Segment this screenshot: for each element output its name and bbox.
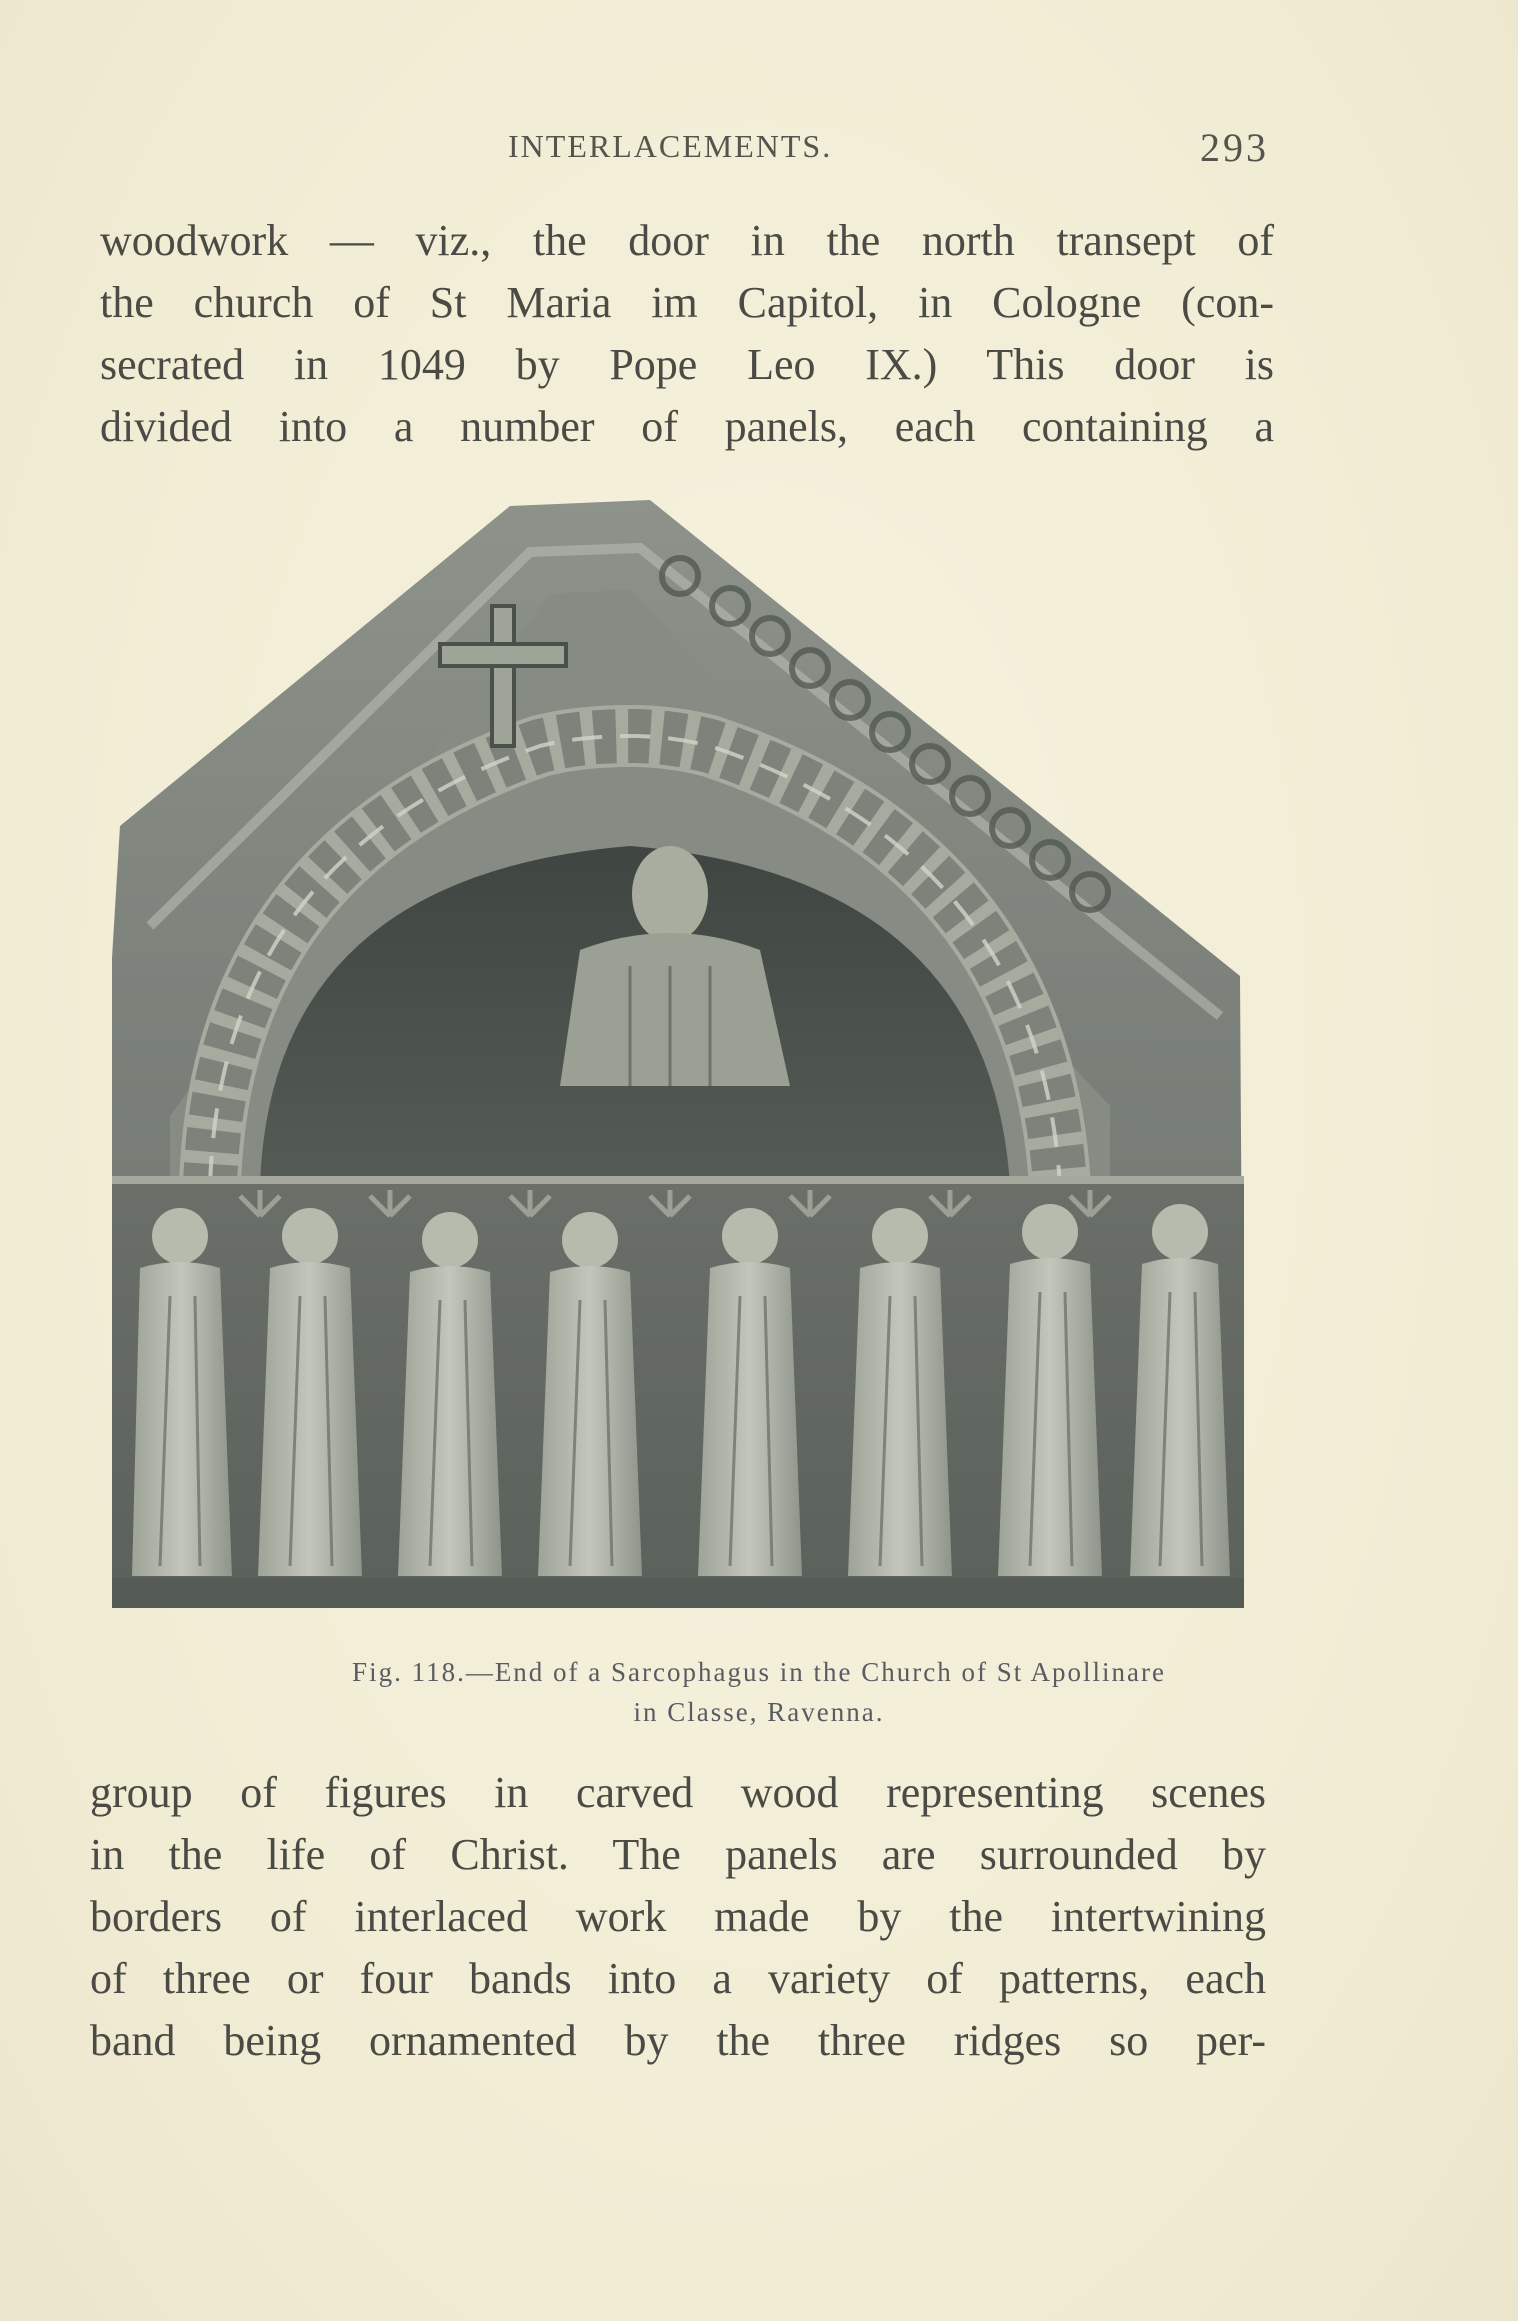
- text-line: borders of interlaced work made by the intertwining: [90, 1892, 1266, 1941]
- text-line: band being ornamented by the three ridges so per-: [90, 2016, 1266, 2065]
- text-line: secrated in 1049 by Pope Leo IX.) This door is: [100, 340, 1274, 389]
- text-line: in the life of Christ. The panels are surrounded by: [90, 1830, 1266, 1879]
- bottom-paragraph: [90, 1762, 1266, 2072]
- sarcophagus-figure: [110, 496, 1246, 1612]
- figure-caption: [0, 1652, 1518, 1732]
- page-number: 293: [1200, 125, 1269, 170]
- text-line: group of figures in carved wood representing scenes: [90, 1768, 1266, 1817]
- text-line: divided into a number of panels, each containing a: [100, 402, 1274, 451]
- chapter-title: INTERLACEMENTS.: [508, 128, 833, 164]
- top-paragraph: [100, 210, 1274, 458]
- sarcophagus-photograph: [110, 496, 1246, 1612]
- text-line: the church of St Maria im Capitol, in Cologne (con-: [100, 278, 1274, 327]
- text-line: of three or four bands into a variety of patterns, each: [90, 1954, 1266, 2003]
- text-line: woodwork — viz., the door in the north transept of: [100, 216, 1274, 265]
- running-header: [0, 125, 1518, 176]
- caption-line: Fig. 118.—End of a Sarcophagus in the Church of St Apollinare: [352, 1657, 1166, 1687]
- caption-line: in Classe, Ravenna.: [633, 1697, 885, 1727]
